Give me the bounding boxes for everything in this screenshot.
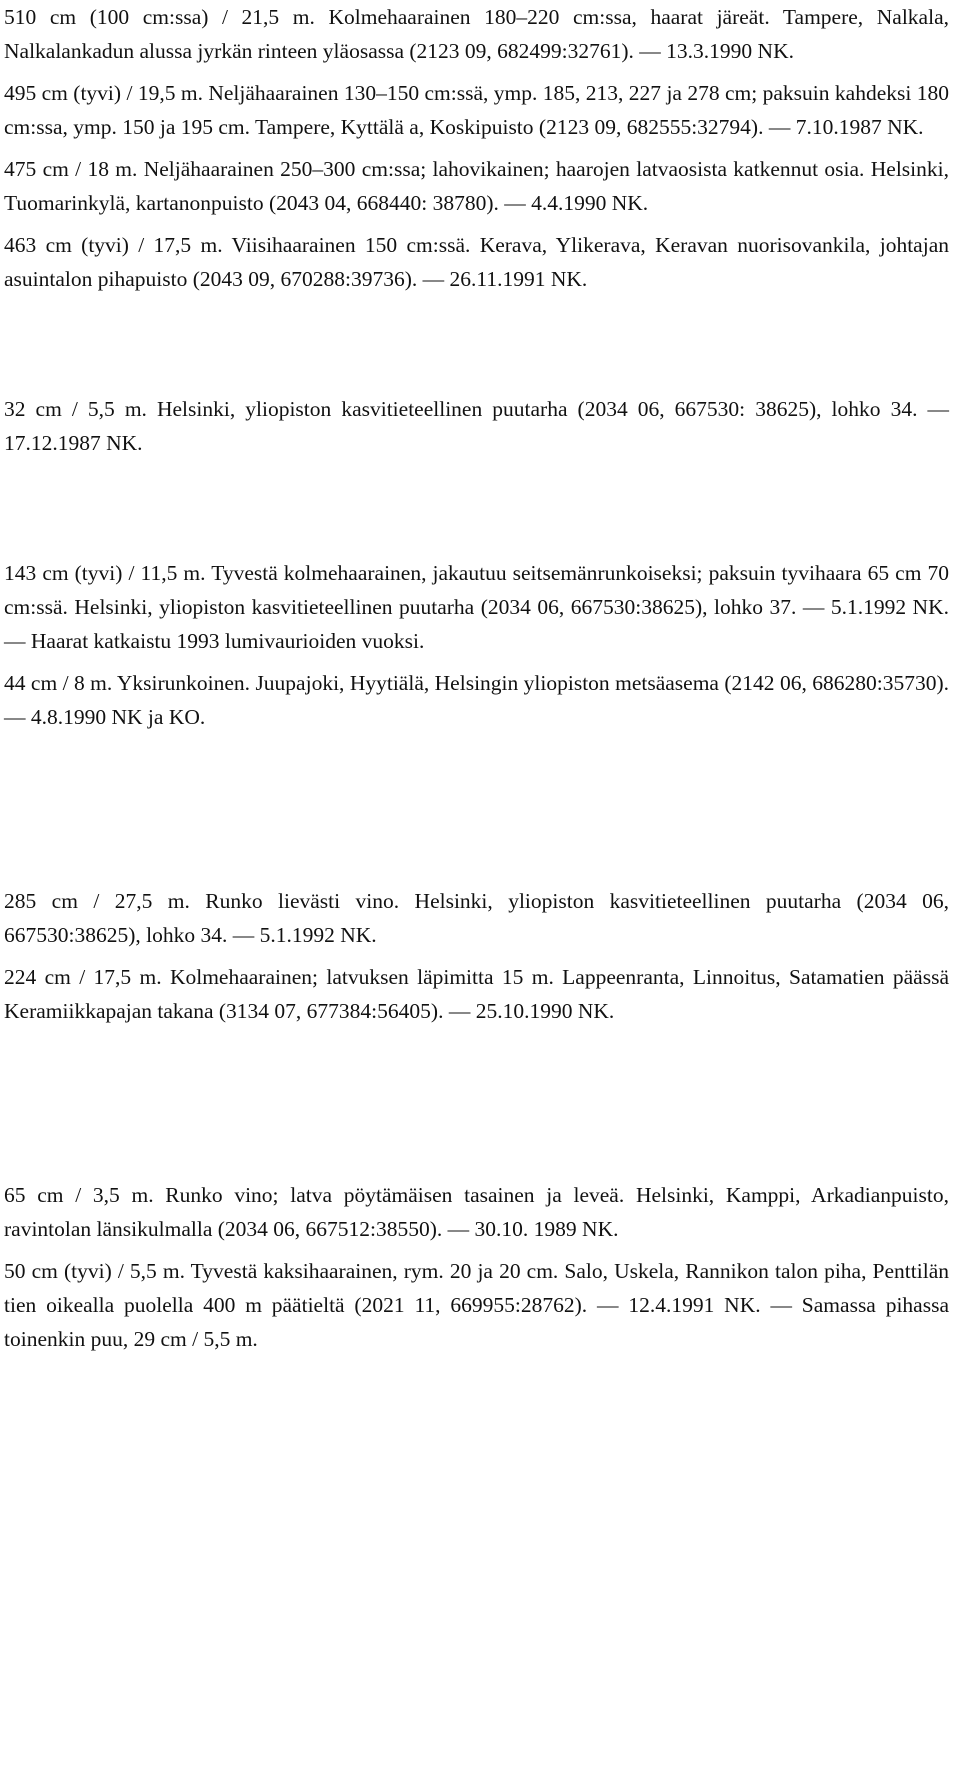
tree-record-2: 495 cm (tyvi) / 19,5 m. Neljähaarainen 130–150 cm:ssä, ymp. 185, 213, 227 ja 278 cm; paksuin kahdeksi 180 cm:ssa, ymp. 150 ja 195 cm. Tampere, Kyttälä a, Koskipuisto (2123 09, 682555:32794). — 7.10.1987 NK. — [4, 81, 949, 139]
tree-record-8: 285 cm / 27,5 m. Runko lievästi vino. Helsinki, yliopiston kasvitieteellinen puutarha (2034 06, 667530:38625), lohko 34. — 5.1.1992 NK. — [4, 889, 949, 947]
tree-record-10: 65 cm / 3,5 m. Runko vino; latva pöytämäisen tasainen ja leveä. Helsinki, Kamppi, Arkadianpuisto, ravintolan länsikulmalla (2034 06, 667512:38550). — 30.10. 1989 NK. — [4, 1183, 949, 1241]
tree-record-7: 44 cm / 8 m. Yksirunkoinen. Juupajoki, Hyytiälä, Helsingin yliopiston metsäasema (2142 06, 686280:35730). — 4.8.1990 NK ja KO. — [4, 671, 949, 729]
tree-record-6: 143 cm (tyvi) / 11,5 m. Tyvestä kolmehaarainen, jakautuu seitsemänrunkoiseksi; paksuin tyvihaara 65 cm 70 cm:ssä. Helsinki, yliopiston kasvitieteellinen puutarha (2034 06, 667530:38625), lohko 37. — 5.1.1992 NK. — Haarat katkaistu 1993 lumivaurioiden vuoksi. — [4, 561, 949, 653]
tree-record-5: 32 cm / 5,5 m. Helsinki, yliopiston kasvitieteellinen puutarha (2034 06, 667530: 38625), lohko 34. — 17.12.1987 NK. — [4, 397, 949, 455]
document-page — [4, 0, 949, 1356]
tree-record-1: 510 cm (100 cm:ssa) / 21,5 m. Kolmehaarainen 180–220 cm:ssa, haarat järeät. Tampere, Nalkala, Nalkalankadun alussa jyrkän rinteen yläosassa (2123 09, 682499:32761). — 13.3.1990 NK. — [4, 5, 949, 63]
tree-record-3: 475 cm / 18 m. Neljähaarainen 250–300 cm:ssa; lahovikainen; haarojen latvaosista katkennut osia. Helsinki, Tuomarinkylä, kartanonpuisto (2043 04, 668440: 38780). — 4.4.1990 NK. — [4, 157, 949, 215]
tree-record-11: 50 cm (tyvi) / 5,5 m. Tyvestä kaksihaarainen, rym. 20 ja 20 cm. Salo, Uskela, Rannikon talon piha, Penttilän tien oikealla puolella 400 m päätieltä (2021 11, 669955:28762). — 12.4.1991 NK. — Samassa pihassa toinenkin puu, 29 cm / 5,5 m. — [4, 1259, 949, 1351]
tree-record-9: 224 cm / 17,5 m. Kolmehaarainen; latvuksen läpimitta 15 m. Lappeenranta, Linnoitus, Satamatien päässä Keramiikkapajan takana (3134 07, 677384:56405). — 25.10.1990 NK. — [4, 965, 949, 1023]
tree-record-4: 463 cm (tyvi) / 17,5 m. Viisihaarainen 150 cm:ssä. Kerava, Ylikerava, Keravan nuorisovankila, johtajan asuintalon pihapuisto (2043 09, 670288:39736). — 26.11.1991 NK. — [4, 233, 949, 291]
